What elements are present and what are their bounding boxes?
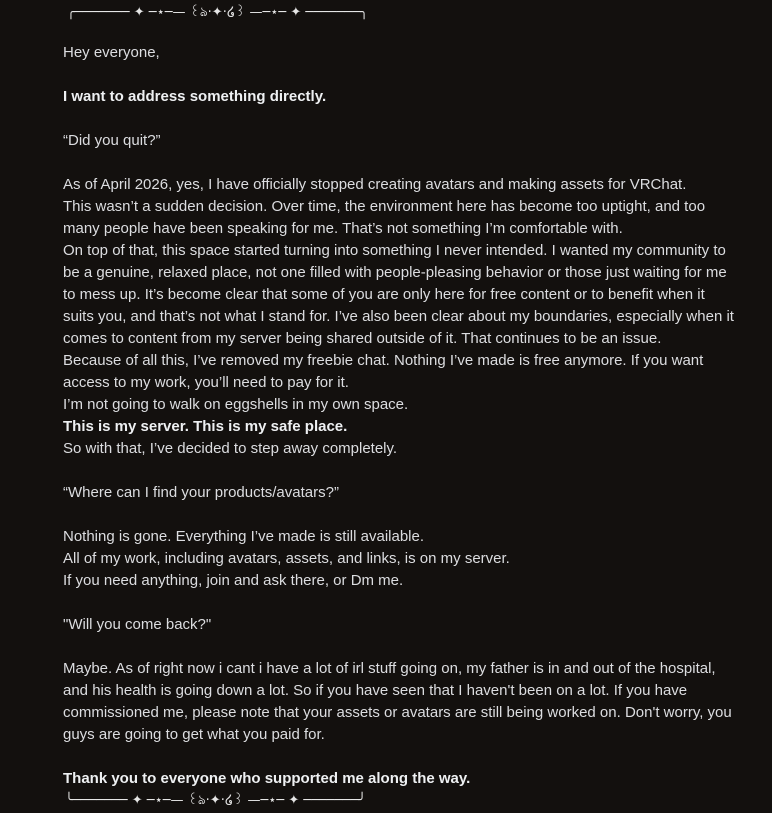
message-line: comes to content from my server being shared outside of it. That continues to be an issue. [63, 330, 662, 347]
message-line: Thank you to everyone who supported me along the way. [63, 770, 471, 787]
message-lines [63, 42, 734, 790]
divider-top: ╭─────── ✦ ─⋆─— ꒰ঌ·✦·໒꒱ —─⋆─ ✦ ───────╮ [67, 5, 369, 20]
message-body [63, 2, 734, 812]
message-line: suits you, and that’s not what I stand for. I’ve also been clear about my boundaries, especially when it [63, 308, 734, 325]
blank-line [63, 592, 734, 614]
message-line: “Where can I find your products/avatars?” [63, 484, 339, 501]
message-line: and his health is going down a lot. So if you have seen that I haven't been on a lot. If you have [63, 682, 688, 699]
message-line: "Will you come back?" [63, 616, 212, 633]
message-line: I’m not going to walk on eggshells in my own space. [63, 396, 409, 413]
message-line: I want to address something directly. [63, 88, 327, 105]
message-line: guys are going to get what you paid for. [63, 726, 325, 743]
message-line: On top of that, this space started turning into something I never intended. I wanted my community to [63, 242, 726, 259]
divider-bottom: ╰─────── ✦ ─⋆─— ꒰ঌ·✦·໒꒱ —─⋆─ ✦ ───────╯ [65, 793, 367, 808]
message-line: If you need anything, join and ask there, or Dm me. [63, 572, 404, 589]
message-line: many people have been speaking for me. That’s not something I’m comfortable with. [63, 220, 623, 237]
message-line: to mess up. It’s become clear that some of you are only here for free content or to benefit when it [63, 286, 705, 303]
message-line: Hey everyone, [63, 44, 160, 61]
blank-line [63, 152, 734, 174]
blank-line [63, 504, 734, 526]
blank-line [63, 746, 734, 768]
message-line: All of my work, including avatars, assets, and links, is on my server. [63, 550, 510, 567]
message-line: As of April 2026, yes, I have officially stopped creating avatars and making assets for VRChat. [63, 176, 687, 193]
blank-line [63, 636, 734, 658]
message-line: be a genuine, relaxed place, not one filled with people-pleasing behavior or those just waiting for me [63, 264, 727, 281]
blank-line [63, 460, 734, 482]
message-line: commissioned me, please note that your assets or avatars are still being worked on. Don't worry, you [63, 704, 732, 721]
message-line: access to my work, you’ll need to pay for it. [63, 374, 349, 391]
blank-line [63, 64, 734, 86]
blank-line [63, 108, 734, 130]
message-line: Maybe. As of right now i cant i have a lot of irl stuff going on, my father is in and out of the hospital, [63, 660, 716, 677]
message-line: So with that, I’ve decided to step away completely. [63, 440, 398, 457]
message-line: “Did you quit?” [63, 132, 161, 149]
message-line: Nothing is gone. Everything I’ve made is still available. [63, 528, 425, 545]
message-line: This is my server. This is my safe place. [63, 418, 348, 435]
message-line: This wasn’t a sudden decision. Over time, the environment here has become too uptight, and too [63, 198, 706, 215]
message-line: Because of all this, I’ve removed my freebie chat. Nothing I’ve made is free anymore. If you want [63, 352, 704, 369]
spacer [63, 24, 734, 42]
